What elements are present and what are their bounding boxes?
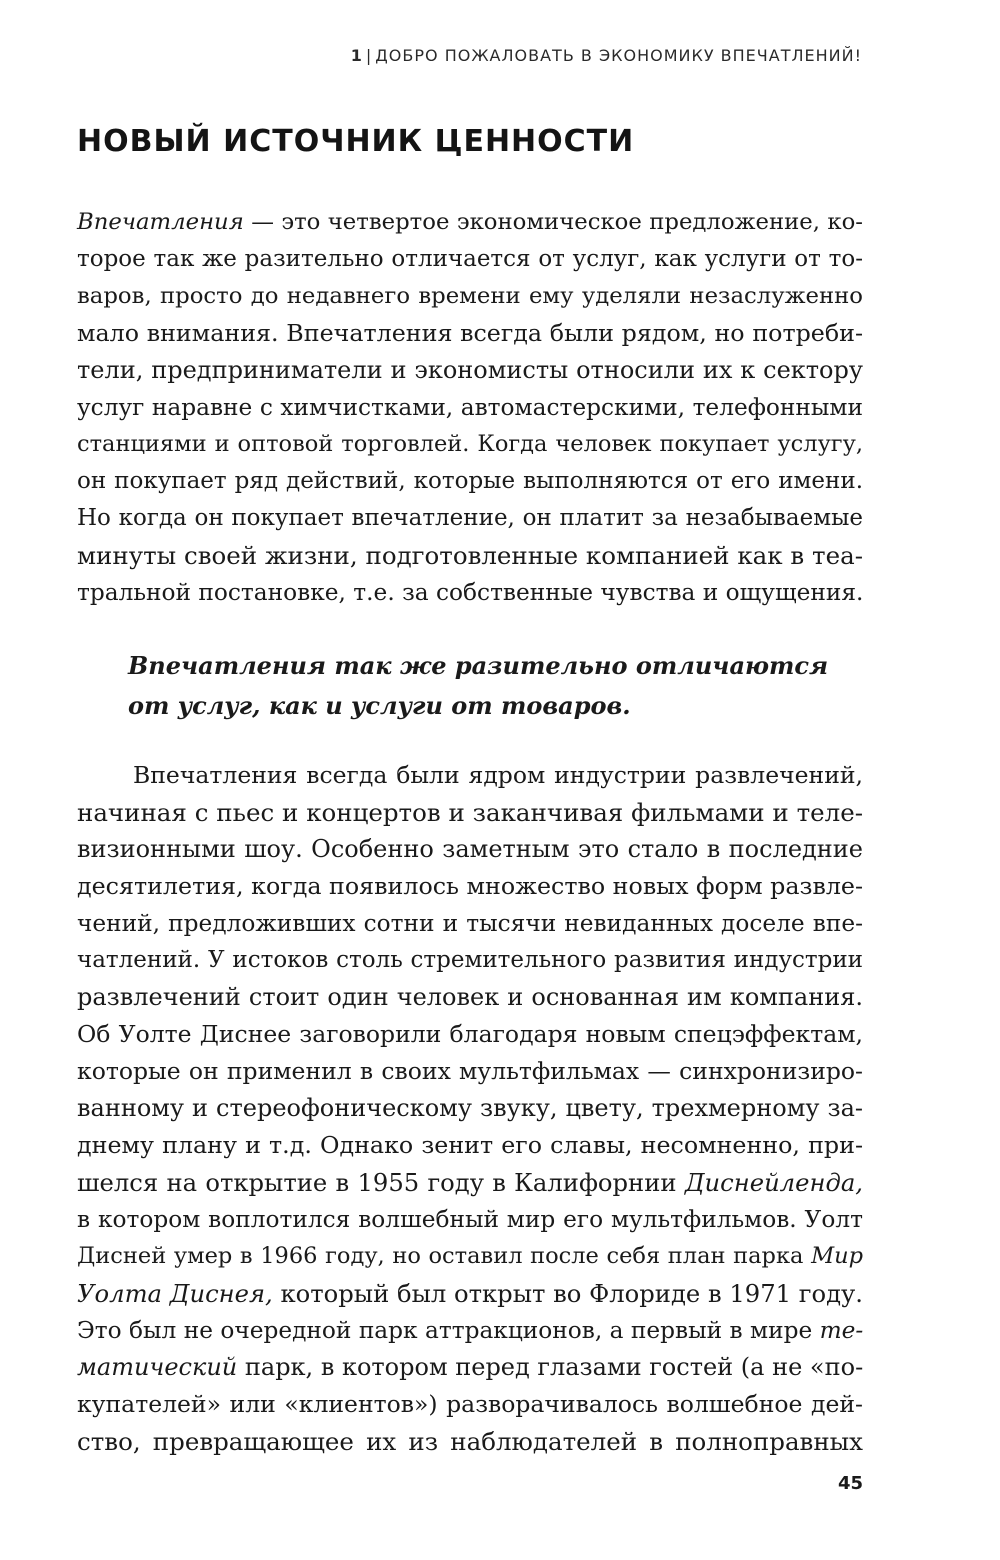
text-line: ство, превращающее их из наблюдателей в полноправных xyxy=(77,1427,863,1456)
section-title: НОВЫЙ ИСТОЧНИК ЦЕННОСТИ xyxy=(77,124,635,159)
text-line: Дисней умер в 1966 году, но оставил после себя план парка Мир xyxy=(77,1243,864,1269)
text-line: днему плану и т.д. Однако зенит его славы, несомненно, при- xyxy=(77,1131,863,1159)
chapter-number: 1 xyxy=(350,46,363,65)
header-separator: | xyxy=(365,46,373,65)
italic-term: матический xyxy=(77,1353,238,1381)
running-header xyxy=(60,46,862,65)
italic-term: Мир xyxy=(811,1243,864,1269)
italic-term: Диснейленда, xyxy=(684,1168,863,1197)
text-line: тральной постановке, т.е. за собственные чувства и ощущения. xyxy=(77,579,864,606)
text-line: визионными шоу. Особенно заметным это стало в последние xyxy=(77,835,863,863)
text-line: минуты своей жизни, подготовленные компанией как в теа- xyxy=(77,541,863,570)
pull-quote-line: Впечатления так же разительно отличаются xyxy=(128,651,829,680)
paragraph-1 xyxy=(77,204,863,611)
text-line: Но когда он покупает впечатление, он платит за незабываемые xyxy=(77,505,863,531)
text-line: ванному и стереофоническому звуку, цвету, трехмерному за- xyxy=(77,1094,863,1122)
text-line: купателей» или «клиентов») разворачивалось волшебное дей- xyxy=(77,1390,863,1418)
text-line: он покупает ряд действий, которые выполняются от его имени. xyxy=(77,468,863,494)
text-line: матический парк, в котором перед глазами гостей (а не «по- xyxy=(77,1353,864,1381)
text-line: в котором воплотился волшебный мир его мультфильмов. Уолт xyxy=(77,1206,863,1233)
paragraph-2 xyxy=(77,757,863,1460)
pull-quote xyxy=(128,646,828,726)
text-line: чатлений. У истоков столь стремительного развития индустрии xyxy=(77,947,863,973)
text-line: начиная с пьес и концертов и заканчивая фильмами и теле- xyxy=(77,798,863,827)
text-line: Впечатления — это четвертое экономическое предложение, ко- xyxy=(77,209,863,235)
italic-term: Уолта Диснея, xyxy=(77,1279,273,1308)
chapter-title: ДОБРО ПОЖАЛОВАТЬ В ЭКОНОМИКУ ВПЕЧАТЛЕНИЙ! xyxy=(375,46,862,65)
text-line: Об Уолте Диснее заговорили благодаря новым спецэффектам, xyxy=(77,1020,863,1048)
text-line: которые он применил в своих мультфильмах — синхронизиро- xyxy=(77,1057,863,1085)
pull-quote-line: от услуг, как и услуги от товаров. xyxy=(128,691,631,720)
text-line: Уолта Диснея, который был открыт во Флориде в 1971 году. xyxy=(77,1279,863,1308)
text-line: мало внимания. Впечатления всегда были рядом, но потреби- xyxy=(77,319,863,347)
text-line: десятилетия, когда появилось множество новых форм развле- xyxy=(77,872,863,900)
text-line: шелся на открытие в 1955 году в Калифорнии Диснейленда, xyxy=(77,1168,863,1197)
text-line: Впечатления всегда были ядром индустрии развлечений, xyxy=(133,761,863,789)
text-line: развлечений стоит один человек и основанная им компания. xyxy=(77,983,863,1011)
text-line: тели, предприниматели и экономисты относили их к сектору xyxy=(77,356,863,384)
text-line: торое так же разительно отличается от услуг, как услуги от то- xyxy=(77,246,863,272)
text-line: чений, предложивших сотни и тысячи невиданных доселе впе- xyxy=(77,910,863,937)
italic-term: Впечатления xyxy=(77,209,244,235)
text-line: варов, просто до недавнего времени ему уделяли незаслуженно xyxy=(77,283,863,309)
text-line: услуг наравне с химчистками, автомастерскими, телефонными xyxy=(77,394,863,421)
italic-term: те- xyxy=(819,1317,864,1344)
text-line: станциями и оптовой торговлей. Когда человек покупает услугу, xyxy=(77,431,863,457)
text-line: Это был не очередной парк аттракционов, а первый в мире те- xyxy=(77,1317,864,1344)
page-number: 45 xyxy=(837,1473,863,1494)
